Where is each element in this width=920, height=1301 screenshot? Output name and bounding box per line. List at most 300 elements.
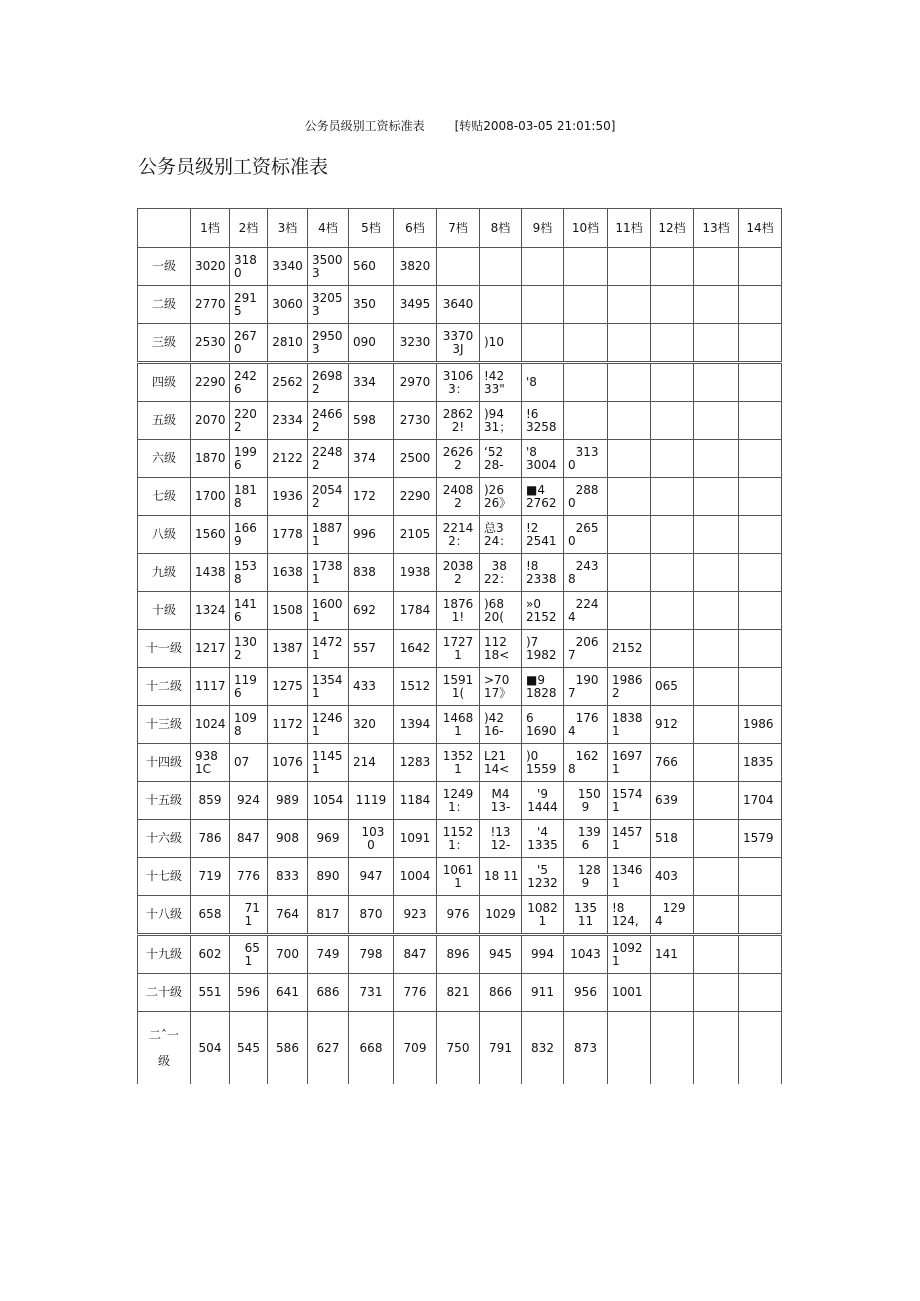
table-cell [608,363,651,402]
table-cell [739,516,782,554]
row-label: 十五级 [138,782,191,820]
table-cell [694,402,739,440]
table-cell [739,935,782,974]
table-cell: 557 [349,630,394,668]
table-cell: 141 [651,935,694,974]
row-label: 一级 [138,248,191,286]
table-cell: 1512 [394,668,437,706]
table-cell: 150 9 [564,782,608,820]
table-cell: 786 [191,820,230,858]
table-cell: !2 2541 [522,516,564,554]
table-row [138,248,782,286]
table-cell [694,554,739,592]
column-header: 12档 [651,209,694,248]
table-cell [522,286,564,324]
table-cell: L21 14< [480,744,522,782]
table-cell [651,402,694,440]
table-row [138,592,782,630]
column-header: 5档 [349,209,394,248]
table-cell: 1061 1 [437,858,480,896]
table-cell: 1352 1 [437,744,480,782]
table-cell [608,592,651,630]
table-cell: )42 16- [480,706,522,744]
table-cell: 1727 1 [437,630,480,668]
table-cell [522,248,564,286]
column-header: 7档 [437,209,480,248]
table-cell: 1152 1： [437,820,480,858]
table-cell: 518 [651,820,694,858]
table-cell [651,974,694,1012]
table-cell [739,974,782,1012]
table-cell: 3020 [191,248,230,286]
table-cell: '9 1444 [522,782,564,820]
table-cell: 2038 2 [437,554,480,592]
table-cell: 190 7 [564,668,608,706]
row-label: 十六级 [138,820,191,858]
table-cell: !8 124, [608,896,651,935]
table-cell [694,935,739,974]
table-cell [739,896,782,935]
table-cell: 3370 3J [437,324,480,363]
table-cell: 224 4 [564,592,608,630]
column-header: 2档 [230,209,268,248]
table-cell: 6 1690 [522,706,564,744]
table-cell: 38 22： [480,554,522,592]
table-cell: 1324 [191,592,230,630]
column-header: 4档 [308,209,349,248]
table-cell: 214 [349,744,394,782]
table-cell: »0 2152 [522,592,564,630]
table-cell: 776 [230,858,268,896]
table-cell: 1275 [268,668,308,706]
table-cell: 1091 [394,820,437,858]
table-cell [694,858,739,896]
table-cell: 1387 [268,630,308,668]
row-label: 二级 [138,286,191,324]
row-label: 十一级 [138,630,191,668]
header-row [138,209,782,248]
table-row [138,668,782,706]
table-cell: !42 33" [480,363,522,402]
table-cell: 1249 1： [437,782,480,820]
table-cell: !13 12- [480,820,522,858]
table-cell [522,324,564,363]
column-header: 13档 [694,209,739,248]
table-cell: 242 6 [230,363,268,402]
table-cell: 692 [349,592,394,630]
table-cell: 112 18< [480,630,522,668]
table-row [138,782,782,820]
table-cell [694,248,739,286]
table-row [138,630,782,668]
table-cell: ‘52 28- [480,440,522,478]
table-cell: 2248 2 [308,440,349,478]
table-row [138,554,782,592]
table-cell: )0 1559 [522,744,564,782]
table-cell: 181 8 [230,478,268,516]
table-cell: 945 [480,935,522,974]
table-cell: 1579 [739,820,782,858]
table-cell: 627 [308,1012,349,1085]
column-header: 3档 [268,209,308,248]
table-cell [564,286,608,324]
table-cell [739,324,782,363]
table-cell: )26 26》 [480,478,522,516]
table-cell: 764 [268,896,308,935]
table-cell: 3640 [437,286,480,324]
table-cell: 1704 [739,782,782,820]
table-cell: ■9 1828 [522,668,564,706]
table-cell: 859 [191,782,230,820]
table-cell: 1784 [394,592,437,630]
table-cell: 1560 [191,516,230,554]
table-cell: 3495 [394,286,437,324]
table-cell: )94 31； [480,402,522,440]
table-cell: 791 [480,1012,522,1085]
table-cell: 065 [651,668,694,706]
table-cell: 1936 [268,478,308,516]
row-label: 七级 [138,478,191,516]
table-cell [608,402,651,440]
table-cell: 602 [191,935,230,974]
table-cell: 206 7 [564,630,608,668]
table-cell: 433 [349,668,394,706]
table-cell: 2626 2 [437,440,480,478]
table-cell: 243 8 [564,554,608,592]
table-cell: 1438 [191,554,230,592]
table-cell [480,248,522,286]
table-cell: 776 [394,974,437,1012]
table-cell [694,592,739,630]
column-header: 1档 [191,209,230,248]
table-cell [651,478,694,516]
table-row [138,286,782,324]
table-cell: 1004 [394,858,437,896]
table-cell: 719 [191,858,230,896]
table-cell: 109 8 [230,706,268,744]
table-cell: 658 [191,896,230,935]
table-cell: 2105 [394,516,437,554]
table-cell: 334 [349,363,394,402]
table-row [138,363,782,402]
table-cell [739,668,782,706]
row-label: 九级 [138,554,191,592]
table-cell: 896 [437,935,480,974]
table-cell: 1887 1 [308,516,349,554]
table-cell: 1638 [268,554,308,592]
table-cell: 1700 [191,478,230,516]
table-cell [564,324,608,363]
table-row [138,820,782,858]
table-cell: 821 [437,974,480,1012]
table-cell: 766 [651,744,694,782]
table-cell: 135 11 [564,896,608,935]
table-cell: )10 [480,324,522,363]
table-cell: 908 [268,820,308,858]
table-cell: 1001 [608,974,651,1012]
table-cell [651,440,694,478]
table-cell: 2466 2 [308,402,349,440]
table-cell: 1024 [191,706,230,744]
table-cell: 1092 1 [608,935,651,974]
table-cell: 2408 2 [437,478,480,516]
table-row [138,402,782,440]
table-cell: 598 [349,402,394,440]
column-header: 10档 [564,209,608,248]
table-cell [608,324,651,363]
table-cell: 1938 [394,554,437,592]
table-row [138,858,782,896]
table-cell: 1054 [308,782,349,820]
row-label: 十七级 [138,858,191,896]
table-cell: 3060 [268,286,308,324]
table-cell: 2562 [268,363,308,402]
column-header: 8档 [480,209,522,248]
table-cell: 1082 1 [522,896,564,935]
table-cell: 3230 [394,324,437,363]
table-cell: 989 [268,782,308,820]
table-cell [739,478,782,516]
row-label: 二ˆ一 级 [138,1012,191,1085]
table-cell: 938 1C [191,744,230,782]
table-cell: '8 3004 [522,440,564,478]
table-cell [608,286,651,324]
column-header: 11档 [608,209,651,248]
table-cell: 798 [349,935,394,974]
column-header: 9档 [522,209,564,248]
table-row [138,896,782,935]
table-cell: 1468 1 [437,706,480,744]
table-cell: 166 9 [230,516,268,554]
table-cell: 288 0 [564,478,608,516]
table-cell: 2290 [191,363,230,402]
table-cell: 1029 [480,896,522,935]
table-cell: 1838 1 [608,706,651,744]
table-cell: 639 [651,782,694,820]
table-cell: 1354 1 [308,668,349,706]
table-cell [564,248,608,286]
table-cell [739,248,782,286]
page-header [0,117,920,134]
table-cell: 956 [564,974,608,1012]
table-cell: 2730 [394,402,437,440]
table-row [138,440,782,478]
table-cell: 709 [394,1012,437,1085]
table-cell: 994 [522,935,564,974]
table-cell [651,592,694,630]
table-cell: 686 [308,974,349,1012]
table-cell: 2862 2! [437,402,480,440]
table-body [138,248,782,1085]
table-cell: 1394 [394,706,437,744]
table-cell: 3500 3 [308,248,349,286]
table-cell: M4 13- [480,782,522,820]
table-cell: '8 [522,363,564,402]
table-cell [694,744,739,782]
table-cell [739,630,782,668]
table-cell [608,516,651,554]
table-row [138,516,782,554]
table-cell [739,554,782,592]
row-label: 十四级 [138,744,191,782]
column-header: 6档 [394,209,437,248]
table-cell: !8 2338 [522,554,564,592]
table-cell: 833 [268,858,308,896]
table-cell [694,630,739,668]
table-cell: 1738 1 [308,554,349,592]
corner-cell [138,209,191,248]
table-cell: 1591 1( [437,668,480,706]
table-cell: !6 3258 [522,402,564,440]
table-cell: 1574 1 [608,782,651,820]
table-cell: 176 4 [564,706,608,744]
table-cell [608,1012,651,1085]
table-cell: 2970 [394,363,437,402]
table-cell: 1217 [191,630,230,668]
table-cell [739,592,782,630]
table-cell: 07 [230,744,268,782]
table-cell [608,554,651,592]
table-cell: 1346 1 [608,858,651,896]
table-cell: 172 [349,478,394,516]
table-cell: 641 [268,974,308,1012]
table-cell [694,1012,739,1085]
row-label: 十九级 [138,935,191,974]
table-cell: 2290 [394,478,437,516]
table-cell [694,974,739,1012]
table-cell [694,706,739,744]
table-cell: 129 4 [651,896,694,935]
table-cell: 1600 1 [308,592,349,630]
header-repost-timestamp: [转贴2008-03-05 21:01:50] [454,119,616,133]
table-cell: 1642 [394,630,437,668]
table-cell: 924 [230,782,268,820]
table-cell: 1778 [268,516,308,554]
table-cell: 873 [564,1012,608,1085]
row-label: 八级 [138,516,191,554]
table-cell: 700 [268,935,308,974]
table-cell: 1508 [268,592,308,630]
header-title: 公务员级别工资标准表 [304,119,425,133]
table-cell [651,554,694,592]
table-header [138,209,782,248]
table-cell [651,516,694,554]
table-cell: 749 [308,935,349,974]
table-cell: 3340 [268,248,308,286]
table-cell: 128 9 [564,858,608,896]
table-cell: 2070 [191,402,230,440]
table-cell [694,363,739,402]
table-cell: 976 [437,896,480,935]
table-cell [694,324,739,363]
table-row [138,935,782,974]
row-label: 十八级 [138,896,191,935]
table-cell: 560 [349,248,394,286]
row-label: 六级 [138,440,191,478]
salary-table [137,208,782,1084]
table-cell: 1472 1 [308,630,349,668]
table-cell [694,478,739,516]
table-cell [694,286,739,324]
table-cell: 199 6 [230,440,268,478]
table-cell: 2530 [191,324,230,363]
row-label: 十三级 [138,706,191,744]
table-cell: 923 [394,896,437,935]
table-cell: 374 [349,440,394,478]
table-row [138,744,782,782]
table-cell: 3205 3 [308,286,349,324]
table-cell: 1145 1 [308,744,349,782]
table-cell: 1876 1! [437,592,480,630]
table-row [138,1012,782,1085]
table-cell: 2152 [608,630,651,668]
table-cell: 847 [230,820,268,858]
table-cell: >70 17》 [480,668,522,706]
table-cell [694,516,739,554]
table-cell: 130 2 [230,630,268,668]
table-cell: 838 [349,554,394,592]
table-cell [739,286,782,324]
table-cell: '4 1335 [522,820,564,858]
table-cell [651,324,694,363]
table-cell: 318 0 [230,248,268,286]
table-cell: 1076 [268,744,308,782]
table-cell: 2334 [268,402,308,440]
table-cell: 817 [308,896,349,935]
table-cell: 2500 [394,440,437,478]
table-cell: 153 8 [230,554,268,592]
table-cell: 162 8 [564,744,608,782]
table-cell: '5 1232 [522,858,564,896]
table-cell [608,440,651,478]
table-cell: 18 11 [480,858,522,896]
row-label: 四级 [138,363,191,402]
table-cell [651,248,694,286]
table-cell: 2122 [268,440,308,478]
table-cell: 291 5 [230,286,268,324]
table-cell [694,440,739,478]
table-cell: 1117 [191,668,230,706]
table-cell: 403 [651,858,694,896]
table-cell [480,286,522,324]
table-cell [694,820,739,858]
row-label: 三级 [138,324,191,363]
table-cell: 2810 [268,324,308,363]
table-cell: 3106 3： [437,363,480,402]
table-cell: 2054 2 [308,478,349,516]
table-cell: 551 [191,974,230,1012]
table-cell [739,1012,782,1085]
table-cell [608,478,651,516]
column-header: 14档 [739,209,782,248]
table-cell [739,363,782,402]
table-cell: 890 [308,858,349,896]
table-cell: 265 0 [564,516,608,554]
table-cell: 2770 [191,286,230,324]
table-cell: 65 1 [230,935,268,974]
page-title: 公务员级别工资标准表 [138,156,329,178]
table-cell: 596 [230,974,268,1012]
table-cell: 870 [349,896,394,935]
table-cell: 2950 3 [308,324,349,363]
table-cell [694,782,739,820]
table-cell: 969 [308,820,349,858]
table-cell [651,286,694,324]
row-label: 二十级 [138,974,191,1012]
table-cell [564,402,608,440]
table-cell: 586 [268,1012,308,1085]
table-cell: 731 [349,974,394,1012]
